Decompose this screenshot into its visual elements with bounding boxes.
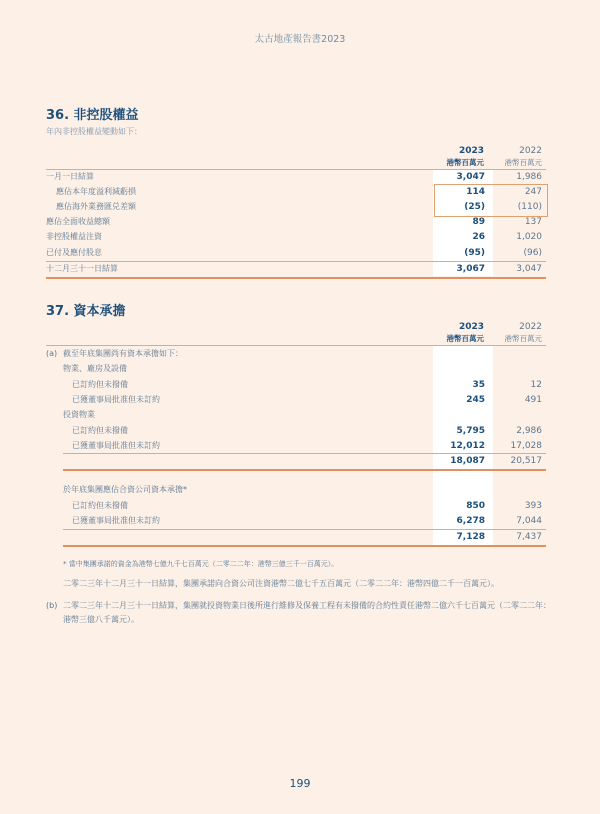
table-row: 已獲董事局批准但未訂約 12,012 17,028: [72, 441, 542, 451]
col-2023-unit: 港幣百萬元: [446, 158, 484, 167]
col-2022-unit: 港幣百萬元: [504, 334, 542, 343]
table-row: 一月一日結算 3,047 1,986: [46, 172, 542, 182]
table-row: 已獲董事局批准但未訂約 245 491: [72, 395, 542, 405]
running-header: 太古地產報告書2023: [254, 34, 346, 45]
col-2023-unit: 港幣百萬元: [446, 334, 484, 343]
table-row-total: 7,128 7,437: [456, 532, 542, 542]
table-row: 已訂約但未撥備 35 12: [72, 380, 542, 390]
divider: [63, 469, 546, 471]
col-2022-header: 2022: [519, 322, 542, 332]
table-row: 已訂約但未撥備 5,795 2,986: [72, 426, 542, 436]
section-b-text: 二零二三年十二月三十一日結算，集團就投資物業日後所進行維修及保養工程有未撥備的合約性責任港幣二億六千七百萬元（二零二二年：港幣三億八千萬元）。: [63, 601, 551, 624]
table-row: 已付及應付股息 (95) (96): [46, 248, 542, 258]
col-2022-header: 2022: [519, 146, 542, 156]
table-row-total: 18,087 20,517: [450, 456, 542, 466]
section-a-intro: (a) 截至年底集團尚有資本承擔如下：: [46, 349, 183, 358]
table-row: 非控股權益注資 26 1,020: [46, 232, 542, 242]
note-36-title: 36. 非控股權益: [46, 108, 139, 123]
divider: [46, 277, 546, 279]
note-36-intro: 年內非控股權益變動如下：: [46, 127, 142, 136]
table-row: 應佔海外業務匯兑差額 (25) (110): [56, 202, 542, 212]
subheading: 於年底集團應佔合資公司資本承擔*: [63, 485, 187, 494]
subheading: 投資物業: [63, 410, 95, 419]
table-row-total: 十二月三十一日結算 3,067 3,047: [46, 264, 542, 274]
col-2022-unit: 港幣百萬元: [504, 158, 542, 167]
subheading: 物業、廠房及設備: [63, 364, 127, 373]
note-37-title: 37. 資本承擔: [46, 304, 126, 319]
col-2023-header: 2023: [458, 146, 484, 156]
table-row: 應佔本年度溢利減虧損 114 247: [56, 187, 542, 197]
page-number: 199: [289, 777, 311, 790]
paragraph: 二零二三年十二月三十一日結算，集團承諾向合資公司注資港幣二億七千五百萬元（二零二二年：港幣四億二千一百萬元）。: [63, 579, 499, 588]
table-row: 已獲董事局批准但未訂約 6,278 7,044: [72, 516, 542, 526]
table-row: 應佔全面收益總額 89 137: [46, 217, 542, 227]
section-b-marker: (b): [46, 601, 58, 610]
col-2023-header: 2023: [458, 322, 484, 332]
table-row: 已訂約但未撥備 850 393: [72, 501, 542, 511]
divider: [63, 545, 546, 547]
footnote: * 當中集團承諾的資金為港幣七億九千七百萬元（二零二二年：港幣三億三千一百萬元）。: [63, 560, 339, 568]
